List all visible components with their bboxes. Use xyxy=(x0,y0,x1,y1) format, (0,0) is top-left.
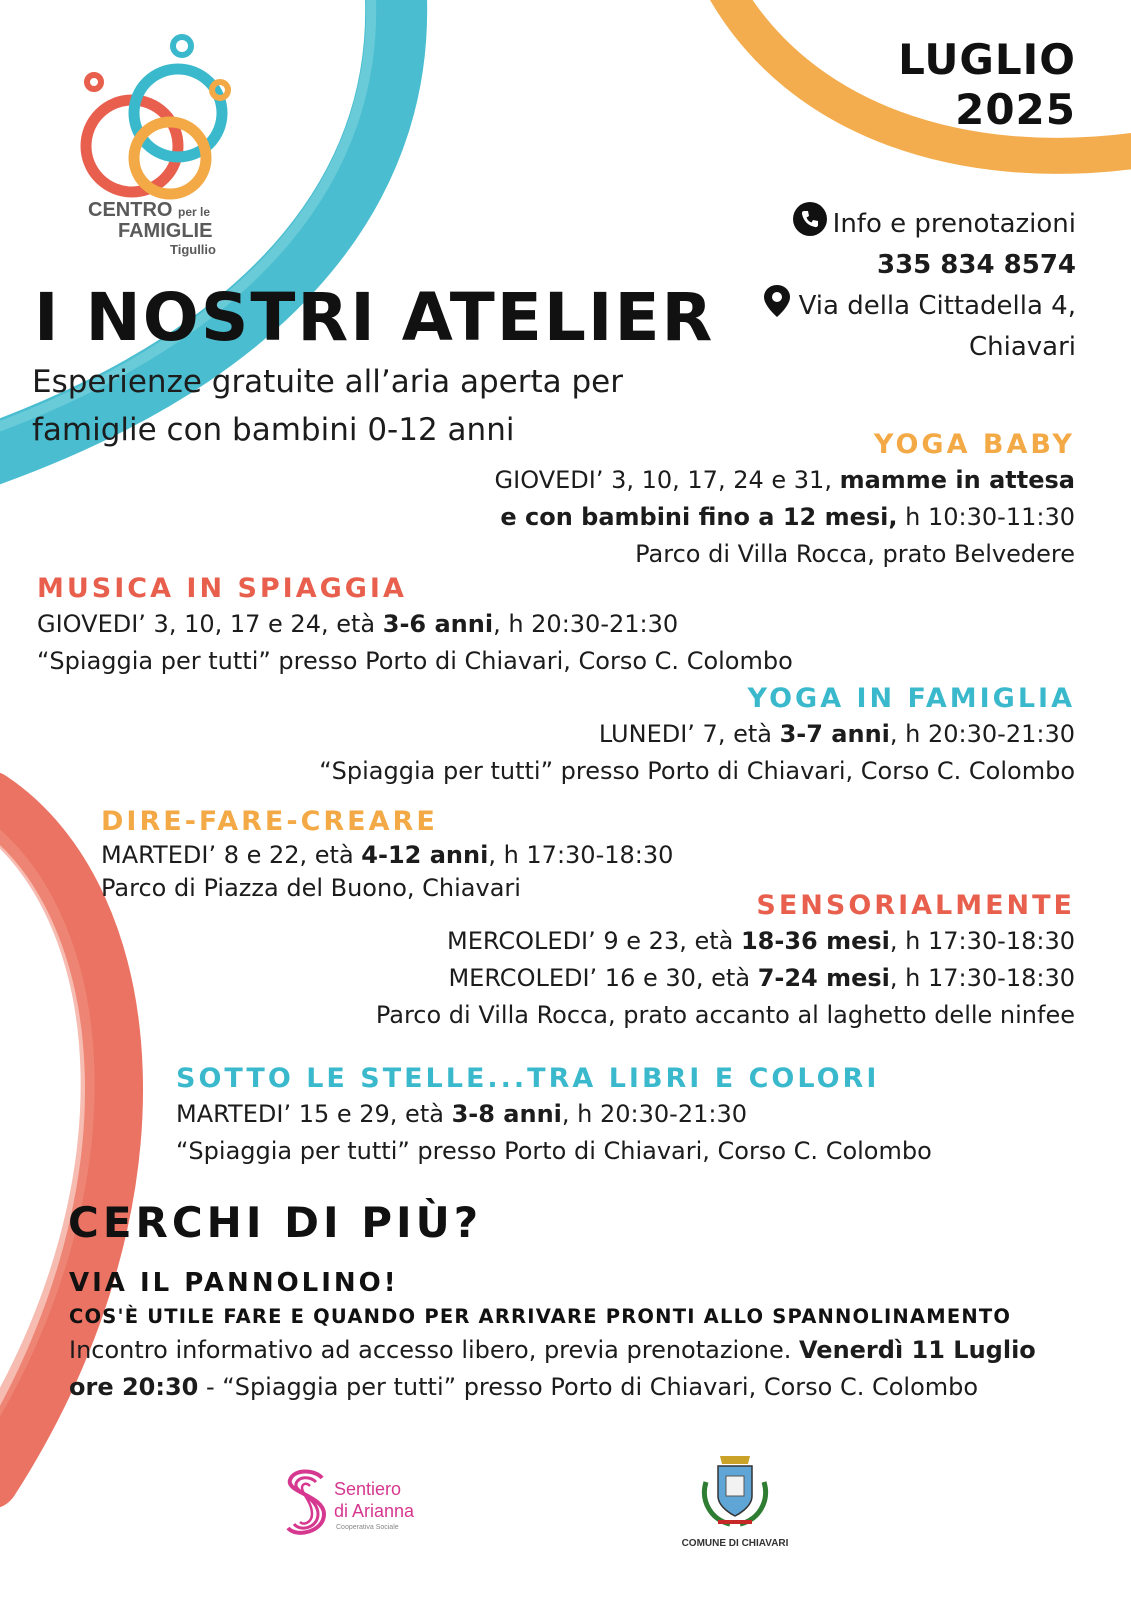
sensorialmente-line1-post: , h 17:30-18:30 xyxy=(889,927,1075,955)
sensorialmente-location: Parco di Villa Rocca, prato accanto al laghetto delle ninfee xyxy=(375,1001,1075,1029)
musica-line1-bold: 3-6 anni xyxy=(382,610,494,638)
date-block xyxy=(898,35,1076,135)
yoga-famiglia-location: “Spiaggia per tutti” presso Porto di Chiavari, Corso C. Colombo xyxy=(319,757,1075,785)
yoga-baby-title: YOGA BABY xyxy=(873,429,1075,460)
yoga-baby-line2-bold: e con bambini fino a 12 mesi, xyxy=(500,503,898,531)
dire-fare-line1-bold: 4-12 anni xyxy=(361,841,489,869)
musica-location: “Spiaggia per tutti” presso Porto di Chiavari, Corso C. Colombo xyxy=(37,647,793,675)
musica-line1-post: , h 20:30-21:30 xyxy=(493,610,679,638)
sotto-stelle-title: SOTTO LE STELLE...TRA LIBRI E COLORI xyxy=(176,1063,880,1094)
sensorialmente-line2-pre: MERCOLEDI’ 16 e 30, età xyxy=(448,964,758,992)
yoga-famiglia-line1-post: , h 20:30-21:30 xyxy=(889,720,1075,748)
sensorialmente-line1-pre: MERCOLEDI’ 9 e 23, età xyxy=(447,927,741,955)
cerchi-body2-bold: ore 20:30 xyxy=(69,1373,199,1401)
page-title: I NOSTRI ATELIER xyxy=(34,279,715,356)
logo-sentiero-di-arianna xyxy=(280,1466,450,1546)
sentiero-s-icon xyxy=(280,1466,332,1542)
yoga-famiglia-title: YOGA IN FAMIGLIA xyxy=(747,683,1075,714)
musica-title: MUSICA IN SPIAGGIA xyxy=(37,573,407,604)
cerchi-title: CERCHI DI PIÙ? xyxy=(68,1198,483,1247)
cerchi-subtitle: VIA IL PANNOLINO! xyxy=(69,1268,399,1298)
yoga-famiglia-line1-bold: 3-7 anni xyxy=(779,720,890,748)
dire-fare-line1-post: , h 17:30-18:30 xyxy=(488,841,674,869)
coat-of-arms-icon xyxy=(690,1452,780,1532)
logo-circles-icon xyxy=(70,28,240,203)
section-sensorialmente xyxy=(376,889,1075,1034)
cerchi-body2-post: - “Spiaggia per tutti” presso Porto di Chiavari, Corso C. Colombo xyxy=(198,1373,979,1401)
sotto-stelle-line1-bold: 3-8 anni xyxy=(451,1100,562,1128)
sotto-stelle-line1-post: , h 20:30-21:30 xyxy=(561,1100,747,1128)
yoga-famiglia-line1-pre: LUNEDI’ 7, età xyxy=(598,720,780,748)
logo-text-tigullio: Tigullio xyxy=(170,242,216,257)
yoga-baby-line2-post: h 10:30-11:30 xyxy=(897,503,1075,531)
date-year: 2025 xyxy=(955,85,1076,134)
dire-fare-title: DIRE-FARE-CREARE xyxy=(101,806,438,837)
sentiero-subtitle: Cooperativa Sociale xyxy=(336,1524,399,1531)
cerchi-body1-pre: Incontro informativo ad accesso libero, previa prenotazione. xyxy=(69,1336,800,1364)
contact-block xyxy=(761,202,1076,366)
sentiero-name-line2: di Arianna xyxy=(334,1501,415,1521)
section-sotto-le-stelle xyxy=(176,1062,932,1170)
cerchi-body1-bold: Venerdì 11 Luglio xyxy=(799,1336,1036,1364)
section-yoga-baby xyxy=(495,428,1075,573)
phone-number[interactable]: 335 834 8574 xyxy=(876,250,1076,280)
cerchi-body xyxy=(69,1332,1075,1406)
location-pin-icon xyxy=(761,284,793,329)
section-yoga-in-famiglia xyxy=(319,682,1075,790)
subtitle-line2: famiglie con bambini 0-12 anni xyxy=(32,412,515,448)
sentiero-name-line1: Sentiero xyxy=(334,1479,402,1499)
phone-icon xyxy=(793,202,827,247)
address-line1: Via della Cittadella 4, xyxy=(798,291,1076,321)
logo-text-perle: per le xyxy=(178,205,211,219)
dire-fare-line1-pre: MARTEDI’ 8 e 22, età xyxy=(101,841,362,869)
address-line2: Chiavari xyxy=(968,332,1076,362)
yoga-baby-line1-bold: mamme in attesa xyxy=(839,466,1075,494)
sotto-stelle-location: “Spiaggia per tutti” presso Porto di Chiavari, Corso C. Colombo xyxy=(176,1137,932,1165)
cerchi-subtitle2: COS'È UTILE FARE E QUANDO PER ARRIVARE PRONTI ALLO SPANNOLINAMENTO xyxy=(69,1305,1012,1328)
info-label: Info e prenotazioni xyxy=(832,209,1076,239)
sotto-stelle-line1-pre: MARTEDI’ 15 e 29, età xyxy=(176,1100,452,1128)
yoga-baby-line1-pre: GIOVEDI’ 3, 10, 17, 24 e 31, xyxy=(494,466,840,494)
comune-label: COMUNE DI CHIAVARI xyxy=(681,1538,789,1549)
logo-text-centro: CENTRO xyxy=(88,199,173,221)
logo-comune-di-chiavari xyxy=(668,1452,802,1552)
musica-line1-pre: GIOVEDI’ 3, 10, 17 e 24, età xyxy=(37,610,383,638)
section-musica-in-spiaggia xyxy=(37,572,793,680)
sensorialmente-line1-bold: 18-36 mesi xyxy=(740,927,890,955)
logo-centro-famiglie xyxy=(70,28,240,263)
dire-fare-location: Parco di Piazza del Buono, Chiavari xyxy=(101,874,521,902)
sensorialmente-title: SENSORIALMENTE xyxy=(756,890,1075,921)
date-month: LUGLIO xyxy=(898,35,1076,84)
subtitle-line1: Esperienze gratuite all’aria aperta per xyxy=(32,364,623,400)
yoga-baby-location: Parco di Villa Rocca, prato Belvedere xyxy=(635,540,1075,568)
logo-text-famiglie: FAMIGLIE xyxy=(118,220,213,242)
sensorialmente-line2-bold: 7-24 mesi xyxy=(757,964,890,992)
sensorialmente-line2-post: , h 17:30-18:30 xyxy=(889,964,1075,992)
